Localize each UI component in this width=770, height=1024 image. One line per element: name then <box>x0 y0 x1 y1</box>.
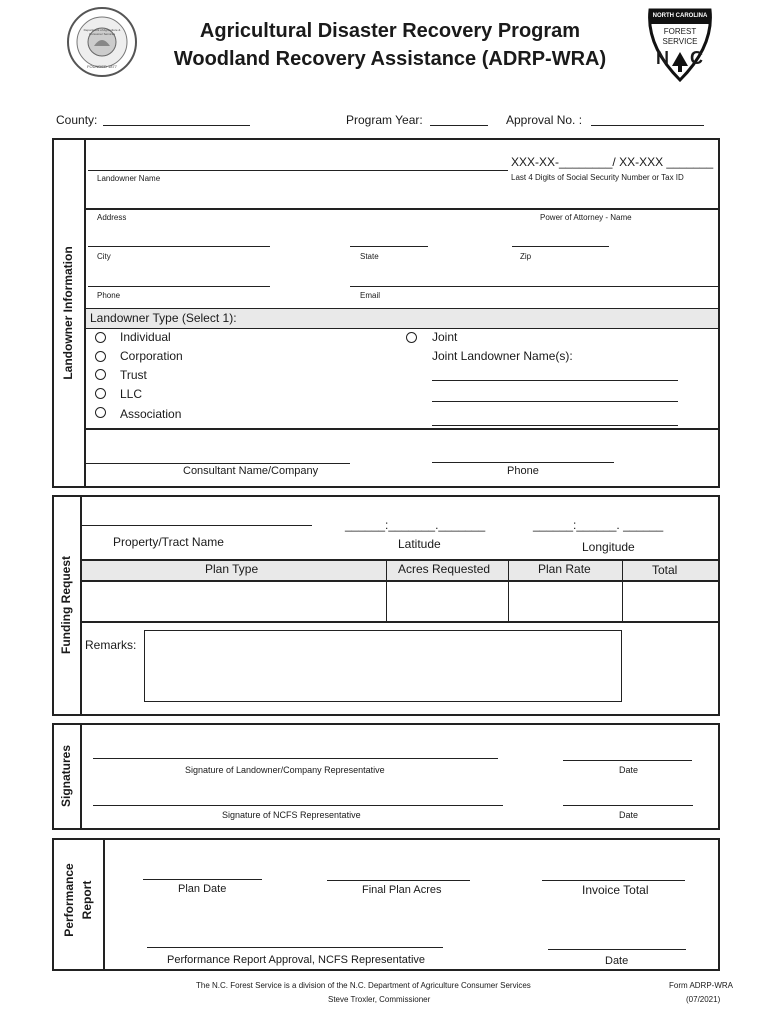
col-acres: Acres Requested <box>398 562 491 576</box>
performance-section-divider <box>103 839 105 970</box>
approval-label: Performance Report Approval, NCFS Representative <box>167 954 426 966</box>
approval-no-field[interactable] <box>591 125 704 126</box>
radio-individual[interactable] <box>95 332 106 343</box>
property-name-field[interactable] <box>82 525 312 526</box>
forest-service-logo <box>644 6 716 82</box>
form-date: (07/2021) <box>686 995 721 1004</box>
longitude-label: Longitude <box>582 540 635 554</box>
joint-name-field-2[interactable] <box>432 401 678 402</box>
ncfs-signature-field[interactable] <box>93 805 503 806</box>
signatures-section-title: Signatures <box>59 745 73 808</box>
final-acres-field[interactable] <box>327 880 470 881</box>
col-total: Total <box>652 563 678 577</box>
consultant-label: Consultant Name/Company <box>183 465 319 477</box>
funding-section-title: Funding Request <box>59 556 73 654</box>
rate-cell[interactable] <box>510 580 621 620</box>
row-divider-1 <box>86 208 718 210</box>
latitude-format: ______:_______._______ <box>345 518 486 532</box>
row-divider-2 <box>86 428 718 430</box>
city-label: City <box>97 252 111 261</box>
type-joint: Joint <box>432 330 458 344</box>
ssn-format: XXX-XX-________/ XX-XXX _______ <box>511 155 714 169</box>
col-divider-1 <box>386 559 387 622</box>
consultant-field[interactable] <box>86 463 350 464</box>
county-label: County: <box>56 113 98 127</box>
logo-mid-text: FOREST SERVICE <box>662 27 698 46</box>
state-label: State <box>360 252 379 261</box>
address-label: Address <box>97 213 127 222</box>
approval-no-label: Approval No. : <box>506 113 583 127</box>
approval-date-field[interactable] <box>548 949 686 950</box>
longitude-format: ______:______. ______ <box>533 518 664 532</box>
col-divider-3 <box>622 559 623 622</box>
type-trust: Trust <box>120 368 147 382</box>
col-plan-type: Plan Type <box>205 562 259 576</box>
program-year-label: Program Year: <box>346 113 423 127</box>
joint-name-field-1[interactable] <box>432 380 678 381</box>
form-title-line2: Woodland Recovery Assistance (ADRP-WRA) <box>173 48 607 70</box>
logo-top-text: NORTH CAROLINA <box>652 13 708 19</box>
radio-joint[interactable] <box>406 332 417 343</box>
joint-names-label: Joint Landowner Name(s): <box>432 349 573 363</box>
joint-name-field-3[interactable] <box>432 425 678 426</box>
invoice-total-label: Invoice Total <box>582 883 649 897</box>
form-title-line1: Agricultural Disaster Recovery Program <box>199 20 581 42</box>
radio-association[interactable] <box>95 407 106 418</box>
approval-signature-field[interactable] <box>147 947 443 948</box>
performance-section <box>52 838 720 971</box>
zip-label: Zip <box>520 252 532 261</box>
county-field[interactable] <box>103 125 250 126</box>
funding-row-bottom <box>82 621 718 623</box>
total-cell[interactable] <box>624 580 718 620</box>
ssn-label: Last 4 Digits of Social Security Number or Tax ID <box>511 173 684 182</box>
landowner-date-label: Date <box>619 765 639 775</box>
performance-title-2: Report <box>80 880 94 920</box>
plan-date-label: Plan Date <box>178 883 227 895</box>
type-individual: Individual <box>120 330 171 344</box>
landowner-type-label: Landowner Type (Select 1): <box>90 311 237 325</box>
performance-title-1: Performance <box>62 863 76 937</box>
footer-line2: Steve Troxler, Commissioner <box>328 995 431 1004</box>
logo-c: C <box>690 48 703 68</box>
email-field[interactable] <box>350 286 718 287</box>
landowner-section-title: Landowner Information <box>61 246 75 380</box>
type-association: Association <box>120 407 182 421</box>
property-label: Property/Tract Name <box>113 535 224 549</box>
email-label: Email <box>360 291 381 300</box>
remarks-label: Remarks: <box>85 638 137 652</box>
acres-cell[interactable] <box>388 580 507 620</box>
seal-caption: Department of Agriculture & Consumer Services <box>83 28 121 36</box>
landowner-date-field[interactable] <box>563 760 692 761</box>
radio-llc[interactable] <box>95 388 106 399</box>
col-divider-2 <box>508 559 509 622</box>
program-year-field[interactable] <box>430 125 488 126</box>
form-id: Form ADRP-WRA <box>669 981 733 990</box>
phone-field[interactable] <box>88 286 270 287</box>
invoice-total-field[interactable] <box>542 880 685 881</box>
ncfs-date-label: Date <box>619 810 639 820</box>
ncda-seal <box>66 6 138 78</box>
city-field[interactable] <box>88 246 270 247</box>
type-llc: LLC <box>120 387 143 401</box>
signatures-section-divider <box>80 724 82 829</box>
consultant-phone-label: Phone <box>507 465 539 477</box>
radio-trust[interactable] <box>95 369 106 380</box>
consultant-phone-field[interactable] <box>432 462 614 463</box>
poa-label: Power of Attorney - Name <box>540 213 632 222</box>
approval-date-label: Date <box>605 955 629 967</box>
plan-type-cell[interactable] <box>82 580 385 620</box>
ncfs-signature-label: Signature of NCFS Representative <box>222 810 361 820</box>
footer-line1: The N.C. Forest Service is a division of the N.C. Department of Agriculture Consumer Services <box>196 981 531 990</box>
type-corporation: Corporation <box>120 349 183 363</box>
zip-field[interactable] <box>512 246 609 247</box>
landowner-name-label: Landowner Name <box>97 174 161 183</box>
landowner-signature-label: Signature of Landowner/Company Representative <box>185 765 385 775</box>
remarks-box[interactable] <box>144 630 622 702</box>
seal-founded: FOUNDED 1877 <box>87 64 117 69</box>
landowner-signature-field[interactable] <box>93 758 498 759</box>
ncfs-date-field[interactable] <box>563 805 693 806</box>
latitude-label: Latitude <box>398 537 441 551</box>
final-acres-label: Final Plan Acres <box>362 884 442 896</box>
plan-date-field[interactable] <box>143 879 262 880</box>
state-field[interactable] <box>350 246 428 247</box>
col-rate: Plan Rate <box>538 562 591 576</box>
landowner-name-field[interactable] <box>88 170 508 171</box>
radio-corporation[interactable] <box>95 351 106 362</box>
phone-label: Phone <box>97 291 121 300</box>
logo-n: N <box>656 48 669 68</box>
